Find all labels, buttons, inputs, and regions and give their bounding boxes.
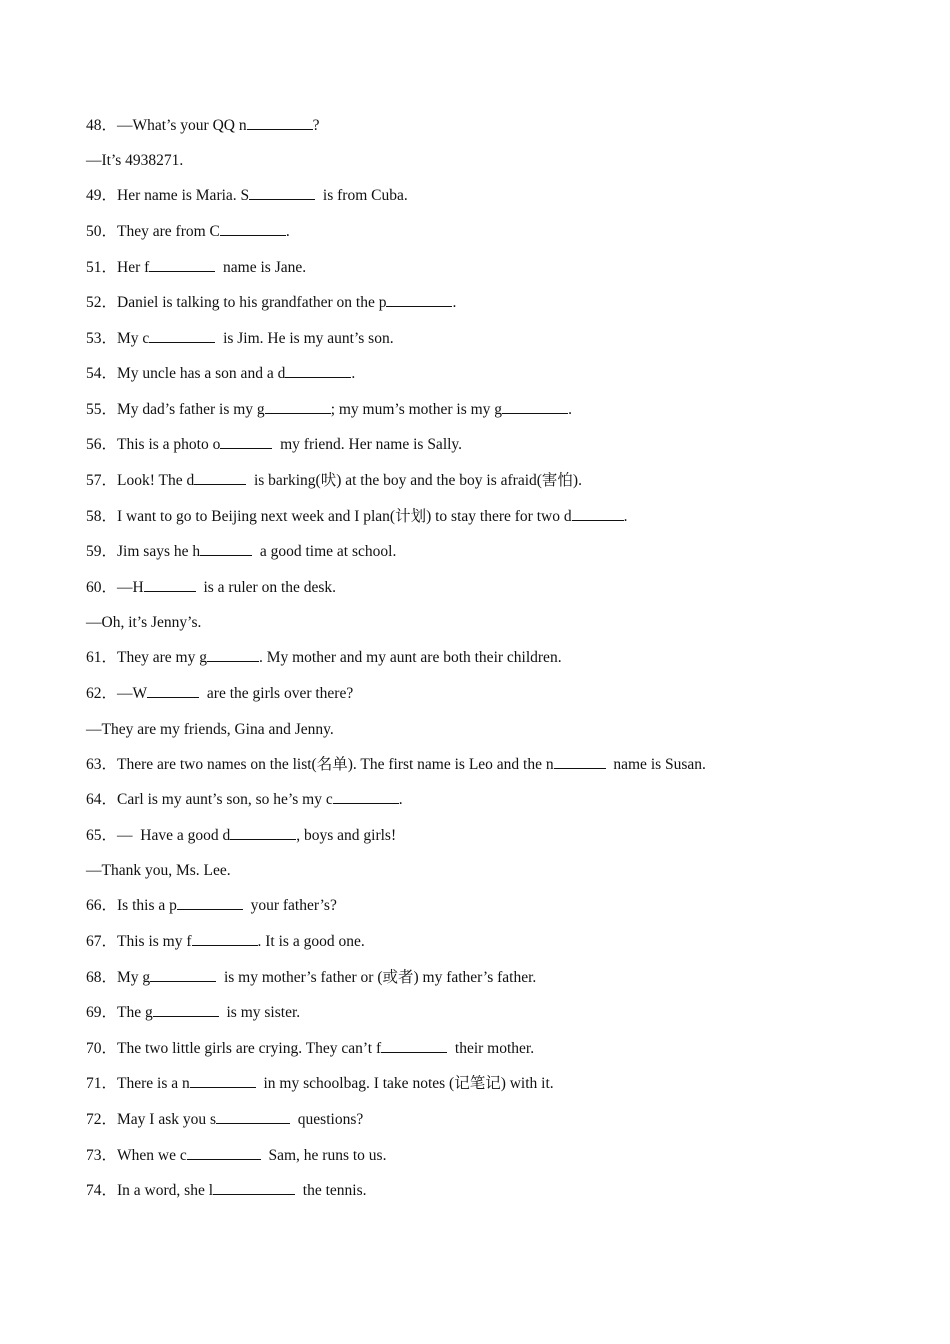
question-number: 48． xyxy=(86,117,118,134)
question-number: 51． xyxy=(86,259,118,276)
question-text: When we c xyxy=(117,1147,187,1164)
question-text-end: name is Susan. xyxy=(605,756,706,773)
question-text-end: is my sister. xyxy=(218,1004,301,1021)
question-text-mid: ; my mum’s mother is my g xyxy=(330,401,503,418)
question-text-end: . xyxy=(351,365,356,382)
question-text-end: in my schoolbag. I take notes (记笔记) with it. xyxy=(255,1075,554,1092)
question-61 xyxy=(86,646,562,670)
question-text: I want to go to Beijing next week and I plan(计划) to stay there for two d xyxy=(117,508,572,525)
answer-blank[interactable] xyxy=(220,221,286,236)
question-59 xyxy=(86,540,396,564)
question-text: This is my f xyxy=(117,933,192,950)
question-text-end: . xyxy=(623,508,628,525)
question-text-end: questions? xyxy=(290,1111,364,1128)
answer-blank[interactable] xyxy=(333,789,399,804)
question-74 xyxy=(86,1179,366,1203)
answer-blank[interactable] xyxy=(207,647,259,662)
question-text: The two little girls are crying. They can’t f xyxy=(117,1040,382,1057)
question-51 xyxy=(86,256,306,280)
answer-blank[interactable] xyxy=(213,1180,295,1195)
answer-blank[interactable] xyxy=(187,1145,261,1160)
answer-blank[interactable] xyxy=(194,470,246,485)
question-text: My g xyxy=(117,969,151,986)
question-text-end: is my mother’s father or (或者) my father’s father. xyxy=(216,969,537,986)
question-text: This is a photo o xyxy=(117,436,221,453)
question-text-end: is barking(吠) at the boy and the boy is afraid(害怕). xyxy=(246,472,582,489)
answer-line xyxy=(86,859,231,883)
question-64 xyxy=(86,788,403,812)
answer-blank-2[interactable] xyxy=(502,399,568,414)
question-text: —What’s your QQ n xyxy=(117,117,247,134)
question-57 xyxy=(86,469,582,493)
answer-blank[interactable] xyxy=(285,363,351,378)
question-number: 54． xyxy=(86,365,118,382)
question-53 xyxy=(86,327,394,351)
question-text-end: your father’s? xyxy=(242,897,337,914)
question-text: They are from C xyxy=(117,223,220,240)
answer-blank[interactable] xyxy=(216,1109,290,1124)
question-number: 53． xyxy=(86,330,118,347)
question-text-end: name is Jane. xyxy=(215,259,307,276)
question-text-end: . xyxy=(285,223,290,240)
question-text-end: is from Cuba. xyxy=(315,187,408,204)
question-number: 68． xyxy=(86,969,118,986)
question-text-end: my friend. Her name is Sally. xyxy=(272,436,463,453)
question-70 xyxy=(86,1037,534,1061)
question-66 xyxy=(86,894,337,918)
question-text: Is this a p xyxy=(117,897,177,914)
question-text: —W xyxy=(117,685,148,702)
answer-blank[interactable] xyxy=(381,1038,447,1053)
question-text: — Have a good d xyxy=(117,827,231,844)
question-text: Look! The d xyxy=(117,472,195,489)
question-50 xyxy=(86,220,290,244)
question-text-end: . It is a good one. xyxy=(257,933,365,950)
question-73 xyxy=(86,1144,386,1168)
answer-blank[interactable] xyxy=(247,115,313,130)
question-text: Jim says he h xyxy=(117,543,201,560)
question-text-end: is a ruler on the desk. xyxy=(195,579,337,596)
question-72 xyxy=(86,1108,363,1132)
answer-blank[interactable] xyxy=(153,1002,219,1017)
answer-blank[interactable] xyxy=(249,185,315,200)
question-text-end: . My mother and my aunt are both their children. xyxy=(258,649,562,666)
question-48 xyxy=(86,114,319,138)
question-number: 67． xyxy=(86,933,118,950)
question-text: Her name is Maria. S xyxy=(117,187,250,204)
dialogue-text: —They are my friends, Gina and Jenny. xyxy=(86,721,334,738)
answer-blank[interactable] xyxy=(220,434,272,449)
question-text: Daniel is talking to his grandfather on the p xyxy=(117,294,387,311)
answer-blank[interactable] xyxy=(144,577,196,592)
question-52 xyxy=(86,291,456,315)
question-text: There is a n xyxy=(117,1075,190,1092)
question-number: 65． xyxy=(86,827,118,844)
dialogue-text: —Thank you, Ms. Lee. xyxy=(86,862,231,879)
question-text: My c xyxy=(117,330,150,347)
answer-blank[interactable] xyxy=(572,506,624,521)
question-text: They are my g xyxy=(117,649,207,666)
answer-blank[interactable] xyxy=(150,967,216,982)
question-text-end: the tennis. xyxy=(295,1182,367,1199)
question-text-end: a good time at school. xyxy=(252,543,397,560)
question-text: In a word, she l xyxy=(117,1182,214,1199)
dialogue-text: —It’s 4938271. xyxy=(86,152,184,169)
question-text-end: . xyxy=(452,294,457,311)
question-number: 57． xyxy=(86,472,118,489)
question-text: My dad’s father is my g xyxy=(117,401,265,418)
question-number: 62． xyxy=(86,685,118,702)
answer-blank[interactable] xyxy=(386,292,452,307)
question-number: 69． xyxy=(86,1004,118,1021)
question-65 xyxy=(86,824,396,848)
question-55 xyxy=(86,398,572,422)
question-49 xyxy=(86,184,408,208)
question-text-end: their mother. xyxy=(447,1040,535,1057)
question-56 xyxy=(86,433,462,457)
answer-blank[interactable] xyxy=(190,1073,256,1088)
question-text: The g xyxy=(117,1004,153,1021)
question-text-end: , boys and girls! xyxy=(296,827,397,844)
question-number: 63． xyxy=(86,756,118,773)
question-text: Carl is my aunt’s son, so he’s my c xyxy=(117,791,333,808)
question-69 xyxy=(86,1001,300,1025)
question-number: 70． xyxy=(86,1040,118,1057)
question-number: 72． xyxy=(86,1111,118,1128)
question-text-end: is Jim. He is my aunt’s son. xyxy=(215,330,394,347)
question-text: There are two names on the list(名单). The first name is Leo and the n xyxy=(117,756,554,773)
dialogue-text: —Oh, it’s Jenny’s. xyxy=(86,614,202,631)
question-number: 73． xyxy=(86,1147,118,1164)
question-number: 50． xyxy=(86,223,118,240)
question-number: 64． xyxy=(86,791,118,808)
question-67 xyxy=(86,930,365,954)
question-58 xyxy=(86,505,627,529)
question-63 xyxy=(86,753,706,777)
question-number: 58． xyxy=(86,508,118,525)
question-number: 74． xyxy=(86,1182,118,1199)
question-71 xyxy=(86,1072,554,1096)
answer-blank[interactable] xyxy=(177,895,243,910)
answer-blank[interactable] xyxy=(200,541,252,556)
answer-blank[interactable] xyxy=(265,399,331,414)
answer-blank[interactable] xyxy=(192,931,258,946)
answer-blank[interactable] xyxy=(149,328,215,343)
answer-blank[interactable] xyxy=(149,257,215,272)
question-text-end: ? xyxy=(312,117,320,134)
question-number: 66． xyxy=(86,897,118,914)
answer-blank[interactable] xyxy=(147,683,199,698)
question-text-end: . xyxy=(398,791,403,808)
question-text: —H xyxy=(117,579,144,596)
question-62 xyxy=(86,682,353,706)
question-number: 60． xyxy=(86,579,118,596)
question-number: 55． xyxy=(86,401,118,418)
answer-blank[interactable] xyxy=(554,754,606,769)
answer-line xyxy=(86,611,201,635)
question-60 xyxy=(86,576,336,600)
question-number: 71． xyxy=(86,1075,118,1092)
question-number: 52． xyxy=(86,294,118,311)
question-text: My uncle has a son and a d xyxy=(117,365,286,382)
question-number: 59． xyxy=(86,543,118,560)
question-text-end: are the girls over there? xyxy=(199,685,354,702)
question-54 xyxy=(86,362,355,386)
question-text: Her f xyxy=(117,259,150,276)
answer-blank[interactable] xyxy=(230,825,296,840)
question-68 xyxy=(86,966,536,990)
question-number: 49． xyxy=(86,187,118,204)
question-number: 61． xyxy=(86,649,118,666)
answer-line xyxy=(86,149,183,173)
answer-line xyxy=(86,718,334,742)
question-text-end: . xyxy=(568,401,572,418)
question-text-end: Sam, he runs to us. xyxy=(260,1147,387,1164)
question-number: 56． xyxy=(86,436,118,453)
question-text: May I ask you s xyxy=(117,1111,217,1128)
